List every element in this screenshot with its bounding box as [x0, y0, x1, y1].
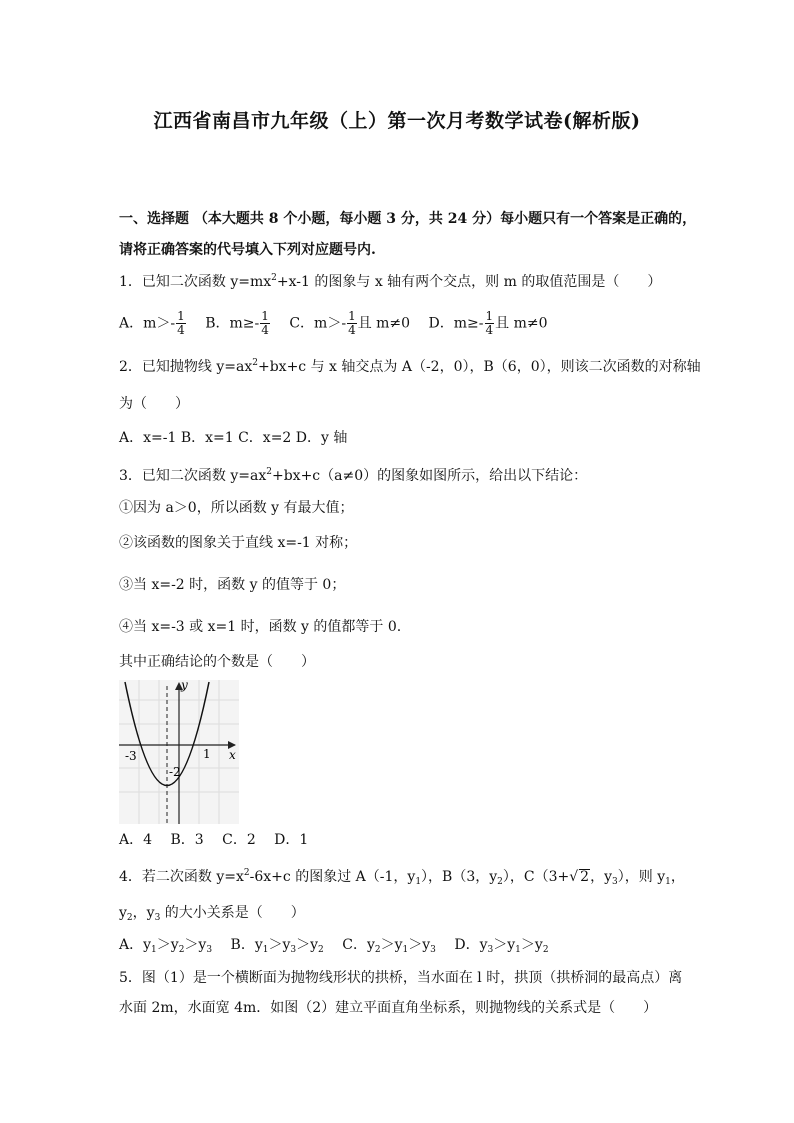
parabola-graph — [119, 680, 239, 824]
tick-label-minus3: -3 — [125, 749, 137, 763]
fraction: $\frac{1}{4}$ — [485, 309, 494, 337]
question-1-stem: 1．已知二次函数 $y=mx^2+x-1$ 的图象与 x 轴有两个交点，则 m 的取值范围是（ ） — [119, 273, 662, 290]
question-3-conclusion-2: ②该函数的图象关于直线 x=-1 对称； — [119, 535, 358, 551]
tick-label-minus2: -2 — [169, 765, 181, 779]
question-3-options: A．4 B．3 C．2 D．1 — [119, 832, 309, 848]
question-3-stem: 3．已知二次函数 $y=ax^2+bx+c(a\ne 0)$的图象如图所示，给出以下结论： — [119, 467, 588, 484]
question-5-stem-cont: 水面 2m，水面宽 4m．如图（2）建立平面直角坐标系，则抛物线的关系式是（ ） — [119, 1000, 658, 1016]
section-header-line2: 请将正确答案的代号填入下列对应题号内. — [119, 242, 376, 258]
question-1-options: A．m＞- $\frac{1}{4}$ B．m≥- $\frac{1}{4}$ C．m＞- $\frac{1}{4}$ 且 m≠0 D．m≥- $\frac{1}{4}$ 且 m≠0 — [119, 309, 548, 337]
question-3-conclusion-1: ①因为 a＞0，所以函数 y 有最大值； — [119, 500, 354, 516]
x-axis-label: x — [229, 748, 236, 762]
fraction: $\frac{1}{4}$ — [348, 309, 356, 337]
page-title: 江西省南昌市九年级（上）第一次月考数学试卷(解析版) — [153, 110, 641, 132]
question-4-stem: 4．若二次函数 $y=x^2-6x+c$ 的图象过 A（-1，$y_1$），B（3，$y_2$），C（3+√ 2，$y_3$），则 $y_1$， — [119, 868, 685, 887]
fraction: $\frac{1}{4}$ — [261, 309, 269, 337]
question-2-options: A．x=-1 B．x=1 C．x=2 D．y 轴 — [119, 430, 348, 446]
tick-label-1: 1 — [203, 747, 211, 761]
question-4-stem-cont: $y_2$，$y_3$ 的大小关系是（ ） — [119, 905, 305, 923]
question-3-ask: 其中正确结论的个数是（ ） — [119, 654, 315, 670]
y-axis-label: y — [181, 680, 188, 692]
fraction: $\frac{1}{4}$ — [177, 309, 185, 337]
question-2-stem: 2．已知抛物线 $y=ax^2+bx+c$ 与 x 轴交点为 A（-2，0），B（6，0），则该二次函数的对称轴 — [119, 358, 701, 375]
question-3-conclusion-3: ③当 x=-2 时，函数 y 的值等于 0； — [119, 577, 346, 593]
question-2-stem-cont: 为（ ） — [119, 396, 189, 412]
question-5-stem: 5．图（1）是一个横断面为抛物线形状的拱桥，当水面在 l 时，拱顶（拱桥洞的最高点）离 — [119, 970, 683, 986]
question-3-conclusion-4: ④当 x=-3 或 x=1 时，函数 y 的值都等于 0. — [119, 619, 402, 635]
section-header-line1: 一、选择题 （本大题共 8 个小题，每小题 3 分，共 24 分）每小题只有一个答案是正确的， — [119, 211, 697, 227]
question-4-options: A．$y_1>y_2>y_3$ B．$y_1>y_3>y_2$ C．$y_2>y_1>y_3$ D．$y_3>y_1>y_2$ — [119, 937, 549, 955]
